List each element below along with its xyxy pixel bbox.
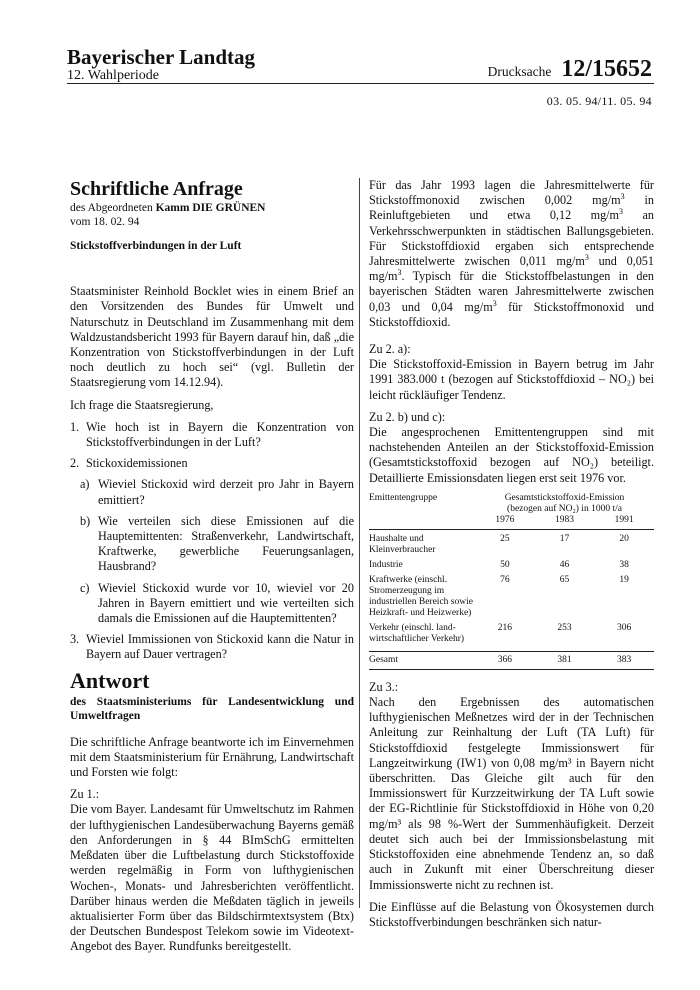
author-line (70, 202, 354, 216)
year-header: 1991 (614, 514, 634, 525)
table-row (369, 575, 654, 619)
year-header: 1976 (495, 514, 515, 525)
right-column (369, 178, 654, 937)
cell-value: 20 (619, 533, 629, 544)
column-header-line: (bezogen auf NO₂) in 1000 t/a (507, 503, 622, 514)
drucksache-number: 12/15652 (561, 56, 652, 82)
subquestion-text: Wieviel Stickoxid wird derzeit pro Jahr in Bayern emittiert? (98, 477, 354, 507)
year-headers (475, 515, 654, 526)
cell-value: 216 (497, 622, 512, 633)
subquestion-text: Wieviel Stickoxid wurde vor 10, wieviel vor 20 Jahren in Bayern emittiert und wie verteilten sich damals die Emissionen auf die Hauptemittenten? (98, 580, 354, 626)
anfrage-date: vom 18. 02. 94 (70, 215, 140, 228)
table-total-row (369, 651, 654, 670)
subquestion-letter: a) (80, 477, 90, 492)
cell-value: 19 (619, 574, 629, 585)
parliament-title: Bayerischer Landtag (67, 45, 256, 69)
total-value: 366 (497, 654, 512, 665)
zu1-cont-part: für Stickstoffmonoxid und Stickstoffdioxid. (369, 299, 654, 329)
anfrage-intro: Staatsminister Reinhold Bocklet wies in einem Brief an den Vorsitzenden des Bundes für Umwelt und Naturschutz in Deutschland im Zusammenhang mit dem Waldzustandsbericht 1993 für Bayern darauf hin, daß „die Konzentration von Stickstoffverbindungen in der Luft noch deutlich zu hoch sei“ (vgl. Bulletin der Staatsregierung vom 14.12.94). (70, 284, 354, 390)
left-column (70, 178, 354, 962)
antwort-heading: Antwort (70, 667, 150, 693)
question-number: 1. (70, 419, 80, 434)
zu2a-label: Zu 2. a): (369, 342, 411, 357)
emissions-table (369, 493, 654, 670)
zu1-label: Zu 1.: (70, 787, 100, 802)
subquestion-letter: c) (80, 580, 90, 595)
cell-value: 306 (617, 622, 632, 633)
column-header-line: Gesamtstickstoffoxid-Emission (504, 492, 625, 503)
question-1 (70, 420, 354, 450)
year-header: 1983 (555, 514, 574, 525)
author-name: Kamm DIE GRÜNEN (155, 202, 266, 214)
question-3 (70, 632, 354, 662)
row-label: Haushalte und Kleinverbraucher (369, 533, 436, 555)
zu1-cont-part: . Typisch für die Stickstoffbelastungen in den bayerischen Städten waren Jahresmittelwerte zwischen 0,03 und 0,04 mg/m (369, 269, 654, 314)
superscript: 3 (492, 298, 497, 308)
anfrage-heading: Schriftliche Anfrage (70, 178, 243, 200)
total-value: 383 (617, 654, 632, 665)
superscript: 3 (397, 268, 402, 278)
zu1-cont-part: in Reinluftgebieten und etwa 0,12 mg/m (369, 193, 655, 223)
author-prefix: des Abgeordneten (70, 202, 153, 214)
superscript: 3 (620, 192, 625, 202)
group-header: Emittentengruppe (369, 492, 438, 503)
antwort-intro: Die schriftliche Anfrage beantworte ich im Einvernehmen mit dem Staatsministerium für Ernährung, Landwirtschaft und Forsten wie folgt: (70, 734, 354, 780)
table-row (369, 623, 654, 645)
anfrage-ask: Ich frage die Staatsregierung, (70, 397, 214, 412)
zu2bc-text: Die angesprochenen Emittentengruppen sind mit nachstehenden Anteilen an der Stickstoffoxid-Emission (Gesamtstickstoffoxid bezogen auf NO₂) beteiligt. Detaillierte Emissionsdaten liegen erst seit 1976 vor. (369, 425, 654, 485)
question-text: Wie hoch ist in Bayern die Konzentration von Stickstoffverbindungen in der Luft? (86, 419, 354, 450)
zu2a-text: Die Stickstoffoxid-Emission in Bayern betrug im Jahr 1991 383.000 t (bezogen auf Stickstoffdioxid – NO₂) bei leicht rückläufiger Tendenz. (369, 357, 654, 402)
document-header (67, 46, 255, 84)
column-group-header (475, 493, 654, 526)
cell-value: 25 (500, 533, 510, 544)
question-number: 2. (70, 456, 80, 471)
question-number: 3. (70, 632, 80, 647)
column-divider (359, 178, 360, 908)
zu3-text: Nach den Ergebnissen des automatischen lufthygienischen Meßnetzes wird der in der Technischen Anleitung zur Reinhaltung der Luft (TA Luft) für Stickstoffdioxid festgelegte Immissionswert für Langzeitwirkung (IW1) von 0,08 mg/m³ in Bayern nicht überschritten. Das Gleiche gilt auch für den Immissionswert für Kurzzeitwirkung der TA Luft sowie der EG-Richtlinie für Stickstoffdioxid in Höhe von 0,20 mg/m³ als 98 %-Wert der Summenhäufigkeit. Derzeit deutet sich auch bei der Immissionsbelastung mit Stickstoffoxiden eine abnehmende Tendenz an, so daß auch in Zukunft mit einer Überschreitung dieser Immissionswerte nicht zu rechnen ist. (369, 695, 654, 892)
cell-value: 46 (559, 559, 570, 570)
question-2b (80, 514, 354, 575)
table-header (369, 493, 654, 530)
cell-value: 50 (500, 559, 510, 570)
final-text: Die Einflüsse auf die Belastung von Ökosystemen durch Stickstoffverbindungen beschränken sich natur- (369, 899, 654, 929)
table-row (369, 534, 654, 556)
total-label: Gesamt (369, 654, 399, 665)
row-label: Industrie (369, 559, 403, 570)
cell-value: 76 (500, 574, 510, 585)
cell-value: 17 (559, 533, 570, 544)
subquestion-letter: b) (80, 513, 91, 528)
total-value: 381 (557, 654, 572, 665)
question-text: Wieviel Immissionen von Stickoxid kann die Natur in Bayern auf Dauer vertragen? (86, 632, 354, 662)
row-label: Kraftwerke (einschl. Stromerzeugung im industriellen Bereich sowie Heizkraft- und Heizwerke) (369, 574, 473, 618)
zu1-cont-part: und 0,051 mg/m (369, 254, 654, 284)
question-list (70, 420, 354, 663)
subquestion-text: Wie verteilen sich diese Emissionen auf die Hauptemittenten: Straßenverkehr, Landwirtschaft, Kraftwerke, gewerbliche Feuerungsanlagen, Hausbrand? (98, 513, 354, 574)
cell-value: 253 (557, 622, 572, 633)
zu1-cont-part: an Verkehrsschwerpunkten in städtischen Ballungsgebieten. Für Stickstoffdioxid ergaben sich entsprechende Jahresmittelwerte zwischen 0,011 mg/m (369, 208, 654, 269)
legislative-period: 12. Wahlperiode (67, 68, 159, 83)
zu1-cont-part: Für das Jahr 1993 lagen die Jahresmittelwerte für Stickstoffmonoxid zwischen 0,002 mg/m (369, 178, 654, 208)
cell-value: 65 (559, 574, 570, 585)
table-row (369, 560, 654, 571)
header-rule (67, 83, 654, 84)
drucksache-label: Drucksache (487, 64, 552, 79)
document-dates: 03. 05. 94/11. 05. 94 (546, 94, 652, 108)
row-label: Verkehr (einschl. land-wirtschaftlicher Verkehr) (369, 622, 465, 644)
question-2c (80, 581, 354, 627)
question-2a (80, 477, 354, 507)
zu3-label: Zu 3.: (369, 679, 399, 694)
drucksache-block (488, 56, 652, 83)
question-2 (70, 456, 354, 471)
zu2bc-label: Zu 2. b) und c): (369, 409, 446, 424)
cell-value: 38 (619, 559, 629, 570)
zu1-text: Die vom Bayer. Landesamt für Umweltschutz im Rahmen der lufthygienischen Landesüberwachung Bayerns gemäß den Anforderungen in § 44 BImSchG ermittelten Meßdaten über die Luftbelastung durch Stickstoffoxide werden regelmäßig in Form von lufthygienischen Wochen-, Monats- und Jahresberichten veröffentlicht. Darüber hinaus werden die Meßdaten täglich in jeweils aktualisierter Form über das Bildschirmtextsystem (Btx) der Deutschen Bundespost Telekom sowie im Videotext-Angebot des Bayer. Rundfunks bereitgestellt. (70, 802, 354, 954)
zu1-continuation (369, 178, 654, 330)
question-text: Stickoxidemissionen (86, 456, 188, 471)
antwort-ministerium: des Staatsministeriums für Landesentwicklung und Umweltfragen (70, 695, 354, 722)
anfrage-subject: Stickstoffverbindungen in der Luft (70, 240, 242, 252)
superscript: 3 (584, 252, 589, 262)
superscript: 3 (619, 207, 624, 217)
